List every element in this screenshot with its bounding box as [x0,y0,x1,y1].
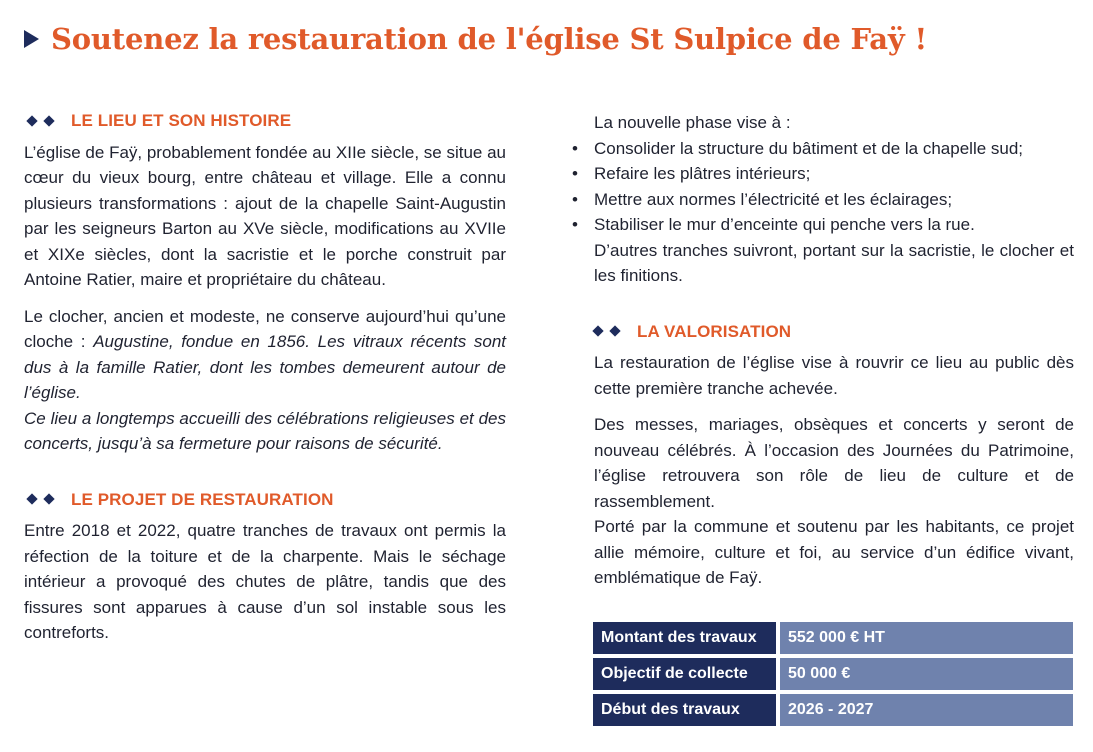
valorisation-paragraph-3: Porté par la commune et soutenu par les habitants, ce projet allie mémoire, culture et foi, au service d’un édifice vivant, emblématique de Faÿ. [594,517,1074,587]
list-item: • Consolider la structure du bâtiment et de la chapelle sud; [570,136,1074,162]
section-heading-label: LE LIEU ET SON HISTOIRE [71,111,292,130]
valorisation-paragraph-1: La restauration de l’église vise à rouvrir ce lieu au public dès cette première tranche achevée. [594,353,1074,398]
table-row [593,658,1073,690]
diamond-bullets-icon [28,117,53,125]
section-heading-lieu [24,108,506,134]
page-title-row [24,22,1074,56]
section-heading-label: LA VALORISATION [637,321,792,341]
list-item: • Refaire les plâtres intérieurs; [570,161,1074,187]
funding-table [593,622,1073,726]
phase-outro: D’autres tranches suivront, portant sur la sacristie, le clocher et les finitions. [594,240,1074,285]
phase-intro: La nouvelle phase vise à : [594,113,791,132]
right-column [570,110,1074,591]
lieu-paragraph-1: L’église de Faÿ, probablement fondée au XIIe siècle, se situe au cœur du vieux bourg, entre château et village. Elle a connu plusieurs transformations : ajout de la chapelle Saint-Augustin par les seigneurs Barton au XVe siècle, modifications au XVIIe et XIXe siècles, dont la sacristie et le porche construit par Antoine Ratier, maire et propriétaire du château. [24,142,506,289]
valorisation-paragraph-2: Des messes, mariages, obsèques et concerts y seront de nouveau célébrés. À l’occasion des Journées du Patrimoine, l’église retrouvera son rôle de lieu de culture et de rassemblement. [594,415,1074,511]
table-label-debut: Début des travaux [593,694,776,726]
page-title: Soutenez la restauration de l'église St Sulpice de Faÿ ! [51,22,927,56]
section-heading-valorisation [570,319,1074,345]
lieu-paragraph-2 [24,304,506,406]
projet-paragraph-1: Entre 2018 et 2022, quatre tranches de travaux ont permis la réfection de la toiture et de la charpente. Mais le séchage intérieur a provoqué des chutes de plâtre, tandis que des fissures sont apparues à cause d’un sol instable sous les contreforts. [24,521,506,642]
table-row [593,694,1073,726]
list-item: • Stabiliser le mur d’enceinte qui penche vers la rue. [570,212,1074,238]
lieu-paragraph-2-text: Le clocher, ancien et modeste, ne conserve aujourd’hui qu’une cloche : [24,306,506,351]
list-item: • Mettre aux normes l’électricité et les éclairages; [570,187,1074,213]
diamond-bullets-icon [594,327,619,335]
phase-list [570,136,1074,238]
section-heading-projet [24,487,506,513]
diamond-bullets-icon [28,495,53,503]
table-row [593,622,1073,654]
lieu-paragraph-3: Ce lieu a longtemps accueilli des célébrations religieuses et des concerts, jusqu’à sa fermeture pour raisons de sécurité. [24,408,506,453]
left-column [24,108,506,646]
table-value-montant: 552 000 € HT [780,622,1073,654]
table-value-objectif: 50 000 € [780,658,1073,690]
section-heading-label: LE PROJET DE RESTAURATION [71,489,334,509]
lieu-paragraph-2-italic: Augustine, fondue en 1856. Les vitraux récents sont dus à la famille Ratier, dont les tombes demeurent autour de l’église. [24,332,506,402]
table-value-debut: 2026 - 2027 [780,694,1073,726]
play-triangle-icon [24,30,39,48]
table-label-objectif: Objectif de collecte [593,658,776,690]
table-label-montant: Montant des travaux [593,622,776,654]
